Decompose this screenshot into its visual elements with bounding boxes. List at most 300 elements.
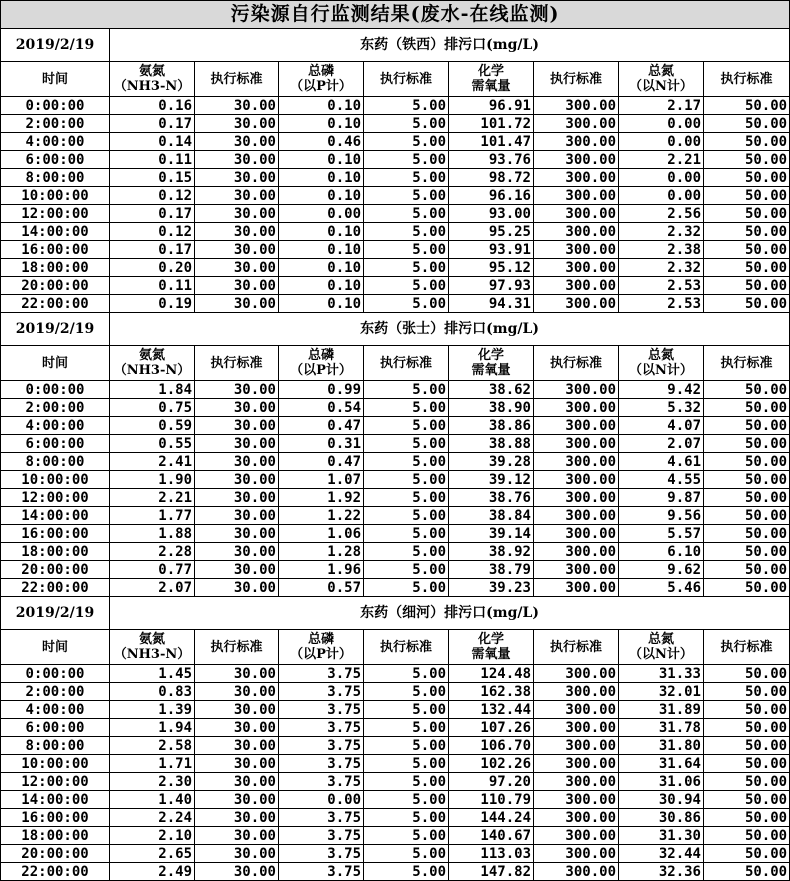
cell-std-4: 50.00 (704, 561, 790, 579)
cell-std-1: 30.00 (195, 151, 279, 169)
column-header-line-2: （以P计） (290, 363, 352, 378)
cell-cod: 162.38 (449, 683, 534, 701)
cell-tp: 0.31 (279, 435, 364, 453)
cell-std-4: 50.00 (704, 435, 790, 453)
cell-std-4: 50.00 (704, 453, 790, 471)
cell-std-2: 5.00 (364, 791, 449, 809)
cell-cod: 97.20 (449, 773, 534, 791)
report-title: 污染源自行监测结果(废水-在线监测) (1, 1, 790, 29)
cell-std-2: 5.00 (364, 169, 449, 187)
table-row (1, 827, 790, 845)
cell-std-1: 30.00 (195, 737, 279, 755)
column-header-tp (279, 346, 364, 381)
table-row (1, 133, 790, 151)
cell-std-4: 50.00 (704, 701, 790, 719)
cell-std-1: 30.00 (195, 755, 279, 773)
column-header-std-3: 执行标准 (534, 62, 619, 97)
cell-std-2: 5.00 (364, 241, 449, 259)
cell-std-1: 30.00 (195, 845, 279, 863)
cell-tn: 31.78 (619, 719, 704, 737)
cell-std-3: 300.00 (534, 205, 619, 223)
cell-std-4: 50.00 (704, 863, 790, 881)
cell-std-3: 300.00 (534, 241, 619, 259)
section-header-row (1, 597, 790, 630)
cell-tp: 1.07 (279, 471, 364, 489)
cell-tn: 2.07 (619, 435, 704, 453)
column-header-nh3 (110, 62, 195, 97)
cell-std-4: 50.00 (704, 827, 790, 845)
cell-std-3: 300.00 (534, 737, 619, 755)
cell-cod: 101.47 (449, 133, 534, 151)
column-header-time: 时间 (1, 630, 110, 665)
section-header-row (1, 29, 790, 62)
cell-std-1: 30.00 (195, 827, 279, 845)
cell-tp: 3.75 (279, 773, 364, 791)
cell-tn: 2.32 (619, 223, 704, 241)
cell-std-3: 300.00 (534, 525, 619, 543)
cell-std-2: 5.00 (364, 97, 449, 115)
cell-time: 8:00:00 (1, 737, 110, 755)
table-row (1, 187, 790, 205)
cell-nh3: 0.12 (110, 223, 195, 241)
cell-nh3: 0.55 (110, 435, 195, 453)
cell-std-3: 300.00 (534, 773, 619, 791)
cell-cod: 96.91 (449, 97, 534, 115)
cell-tp: 0.10 (279, 277, 364, 295)
cell-tn: 9.42 (619, 381, 704, 399)
cell-std-1: 30.00 (195, 295, 279, 313)
cell-std-4: 50.00 (704, 169, 790, 187)
column-header-line-2: 需氧量 (471, 363, 511, 378)
column-header-line-1: 总磷 (307, 64, 334, 79)
column-header-time: 时间 (1, 346, 110, 381)
column-header-line-2: （以P计） (290, 79, 352, 94)
cell-std-1: 30.00 (195, 543, 279, 561)
column-header-cod (449, 62, 534, 97)
cell-cod: 38.86 (449, 417, 534, 435)
cell-nh3: 2.65 (110, 845, 195, 863)
cell-std-1: 30.00 (195, 579, 279, 597)
column-header-cod (449, 630, 534, 665)
cell-std-1: 30.00 (195, 417, 279, 435)
cell-time: 22:00:00 (1, 579, 110, 597)
cell-nh3: 2.24 (110, 809, 195, 827)
cell-tp: 3.75 (279, 719, 364, 737)
cell-std-2: 5.00 (364, 471, 449, 489)
column-header-tn (619, 346, 704, 381)
cell-std-1: 30.00 (195, 701, 279, 719)
cell-tp: 3.75 (279, 809, 364, 827)
cell-time: 12:00:00 (1, 773, 110, 791)
outlet-label: 东药（细河）排污口(mg/L) (110, 597, 790, 630)
cell-std-2: 5.00 (364, 489, 449, 507)
cell-std-4: 50.00 (704, 133, 790, 151)
cell-std-4: 50.00 (704, 755, 790, 773)
table-row (1, 773, 790, 791)
cell-cod: 95.25 (449, 223, 534, 241)
cell-time: 6:00:00 (1, 435, 110, 453)
cell-time: 10:00:00 (1, 755, 110, 773)
cell-std-2: 5.00 (364, 665, 449, 683)
cell-cod: 38.84 (449, 507, 534, 525)
cell-std-2: 5.00 (364, 683, 449, 701)
cell-std-1: 30.00 (195, 791, 279, 809)
cell-std-3: 300.00 (534, 701, 619, 719)
cell-cod: 38.79 (449, 561, 534, 579)
column-header-std-4: 执行标准 (704, 346, 790, 381)
cell-std-4: 50.00 (704, 719, 790, 737)
column-header-std-2: 执行标准 (364, 62, 449, 97)
cell-std-3: 300.00 (534, 133, 619, 151)
cell-nh3: 1.90 (110, 471, 195, 489)
table-row (1, 489, 790, 507)
column-header-line-1: 化学 (477, 348, 504, 363)
table-row (1, 435, 790, 453)
cell-std-1: 30.00 (195, 507, 279, 525)
section-header-row (1, 313, 790, 346)
cell-std-1: 30.00 (195, 133, 279, 151)
column-header-line-2: （以N计） (629, 363, 693, 378)
column-header-std-1: 执行标准 (195, 630, 279, 665)
cell-nh3: 1.77 (110, 507, 195, 525)
cell-tp: 3.75 (279, 701, 364, 719)
cell-std-1: 30.00 (195, 471, 279, 489)
cell-tn: 4.55 (619, 471, 704, 489)
cell-std-2: 5.00 (364, 259, 449, 277)
cell-tn: 30.94 (619, 791, 704, 809)
cell-std-1: 30.00 (195, 381, 279, 399)
cell-std-1: 30.00 (195, 525, 279, 543)
column-header-line-1: 氨氮 (138, 64, 165, 79)
cell-std-1: 30.00 (195, 683, 279, 701)
cell-std-2: 5.00 (364, 755, 449, 773)
cell-cod: 101.72 (449, 115, 534, 133)
cell-cod: 144.24 (449, 809, 534, 827)
column-header-line-2: 需氧量 (471, 647, 511, 662)
cell-tn: 5.32 (619, 399, 704, 417)
column-header-std-1: 执行标准 (195, 346, 279, 381)
table-row (1, 579, 790, 597)
column-header-line-1: 化学 (477, 64, 504, 79)
cell-std-1: 30.00 (195, 259, 279, 277)
cell-nh3: 2.58 (110, 737, 195, 755)
column-header-line-2: （以P计） (290, 647, 352, 662)
cell-std-4: 50.00 (704, 97, 790, 115)
cell-std-3: 300.00 (534, 827, 619, 845)
column-header-line-2: （NH3-N） (113, 79, 191, 94)
cell-tn: 0.00 (619, 133, 704, 151)
cell-std-3: 300.00 (534, 845, 619, 863)
cell-std-3: 300.00 (534, 543, 619, 561)
cell-time: 8:00:00 (1, 453, 110, 471)
cell-tp: 0.54 (279, 399, 364, 417)
cell-nh3: 0.14 (110, 133, 195, 151)
table-row (1, 665, 790, 683)
cell-std-3: 300.00 (534, 579, 619, 597)
cell-std-3: 300.00 (534, 115, 619, 133)
cell-nh3: 0.20 (110, 259, 195, 277)
table-row (1, 701, 790, 719)
column-header-line-1: 化学 (477, 632, 504, 647)
cell-std-2: 5.00 (364, 277, 449, 295)
cell-cod: 113.03 (449, 845, 534, 863)
cell-time: 0:00:00 (1, 381, 110, 399)
cell-std-2: 5.00 (364, 863, 449, 881)
cell-tp: 3.75 (279, 845, 364, 863)
cell-cod: 107.26 (449, 719, 534, 737)
table-row (1, 863, 790, 881)
cell-nh3: 0.15 (110, 169, 195, 187)
cell-std-3: 300.00 (534, 683, 619, 701)
cell-time: 6:00:00 (1, 151, 110, 169)
table-row (1, 755, 790, 773)
cell-std-2: 5.00 (364, 719, 449, 737)
table-row (1, 453, 790, 471)
cell-std-1: 30.00 (195, 169, 279, 187)
cell-std-2: 5.00 (364, 187, 449, 205)
cell-cod: 94.31 (449, 295, 534, 313)
cell-std-4: 50.00 (704, 417, 790, 435)
cell-nh3: 2.30 (110, 773, 195, 791)
column-header-std-2: 执行标准 (364, 346, 449, 381)
cell-std-1: 30.00 (195, 665, 279, 683)
cell-std-1: 30.00 (195, 241, 279, 259)
cell-std-4: 50.00 (704, 381, 790, 399)
cell-std-3: 300.00 (534, 97, 619, 115)
cell-std-2: 5.00 (364, 525, 449, 543)
cell-tp: 1.28 (279, 543, 364, 561)
cell-std-1: 30.00 (195, 489, 279, 507)
cell-tn: 9.87 (619, 489, 704, 507)
cell-time: 4:00:00 (1, 133, 110, 151)
column-header-tp (279, 630, 364, 665)
cell-nh3: 0.11 (110, 151, 195, 169)
cell-std-2: 5.00 (364, 579, 449, 597)
cell-time: 10:00:00 (1, 187, 110, 205)
cell-tn: 31.89 (619, 701, 704, 719)
column-header-nh3 (110, 346, 195, 381)
cell-time: 2:00:00 (1, 115, 110, 133)
cell-std-4: 50.00 (704, 471, 790, 489)
cell-std-2: 5.00 (364, 417, 449, 435)
cell-time: 20:00:00 (1, 277, 110, 295)
column-header-line-2: 需氧量 (471, 79, 511, 94)
cell-nh3: 1.94 (110, 719, 195, 737)
cell-nh3: 1.84 (110, 381, 195, 399)
cell-std-2: 5.00 (364, 773, 449, 791)
cell-tn: 9.62 (619, 561, 704, 579)
cell-tp: 0.10 (279, 115, 364, 133)
cell-std-4: 50.00 (704, 277, 790, 295)
cell-tn: 31.33 (619, 665, 704, 683)
cell-cod: 38.90 (449, 399, 534, 417)
cell-time: 2:00:00 (1, 399, 110, 417)
cell-std-3: 300.00 (534, 417, 619, 435)
cell-time: 18:00:00 (1, 543, 110, 561)
column-header-line-1: 氨氮 (138, 632, 165, 647)
column-header-nh3 (110, 630, 195, 665)
cell-nh3: 0.11 (110, 277, 195, 295)
cell-std-1: 30.00 (195, 115, 279, 133)
cell-std-1: 30.00 (195, 187, 279, 205)
cell-tp: 1.22 (279, 507, 364, 525)
cell-tn: 5.57 (619, 525, 704, 543)
column-header-std-3: 执行标准 (534, 630, 619, 665)
cell-time: 20:00:00 (1, 845, 110, 863)
cell-std-2: 5.00 (364, 543, 449, 561)
cell-tn: 32.01 (619, 683, 704, 701)
table-row (1, 543, 790, 561)
cell-std-4: 50.00 (704, 399, 790, 417)
cell-time: 22:00:00 (1, 295, 110, 313)
cell-std-1: 30.00 (195, 223, 279, 241)
cell-tp: 0.10 (279, 259, 364, 277)
cell-cod: 96.16 (449, 187, 534, 205)
cell-tp: 0.10 (279, 169, 364, 187)
cell-std-3: 300.00 (534, 471, 619, 489)
column-header-row (1, 346, 790, 381)
column-header-line-1: 总氮 (647, 348, 674, 363)
cell-time: 4:00:00 (1, 701, 110, 719)
table-row (1, 151, 790, 169)
cell-cod: 124.48 (449, 665, 534, 683)
cell-std-3: 300.00 (534, 489, 619, 507)
cell-time: 20:00:00 (1, 561, 110, 579)
cell-std-3: 300.00 (534, 453, 619, 471)
table-row (1, 223, 790, 241)
cell-std-4: 50.00 (704, 665, 790, 683)
cell-std-3: 300.00 (534, 561, 619, 579)
table-row (1, 417, 790, 435)
cell-cod: 39.14 (449, 525, 534, 543)
cell-time: 2:00:00 (1, 683, 110, 701)
column-header-line-1: 总氮 (647, 632, 674, 647)
cell-std-1: 30.00 (195, 399, 279, 417)
cell-tn: 30.86 (619, 809, 704, 827)
title-row (1, 1, 790, 29)
cell-std-3: 300.00 (534, 809, 619, 827)
cell-nh3: 2.28 (110, 543, 195, 561)
table-row (1, 845, 790, 863)
cell-std-2: 5.00 (364, 737, 449, 755)
cell-time: 16:00:00 (1, 241, 110, 259)
cell-time: 16:00:00 (1, 809, 110, 827)
cell-tn: 6.10 (619, 543, 704, 561)
cell-std-4: 50.00 (704, 295, 790, 313)
table-row (1, 791, 790, 809)
cell-nh3: 0.17 (110, 241, 195, 259)
cell-tp: 0.10 (279, 241, 364, 259)
table-row (1, 471, 790, 489)
cell-cod: 39.23 (449, 579, 534, 597)
outlet-label: 东药（铁西）排污口(mg/L) (110, 29, 790, 62)
column-header-time: 时间 (1, 62, 110, 97)
cell-tp: 1.96 (279, 561, 364, 579)
cell-std-1: 30.00 (195, 205, 279, 223)
cell-std-1: 30.00 (195, 719, 279, 737)
cell-tp: 0.10 (279, 151, 364, 169)
cell-tp: 0.00 (279, 791, 364, 809)
cell-cod: 38.92 (449, 543, 534, 561)
cell-std-3: 300.00 (534, 507, 619, 525)
cell-time: 6:00:00 (1, 719, 110, 737)
cell-tp: 0.10 (279, 223, 364, 241)
cell-time: 4:00:00 (1, 417, 110, 435)
cell-std-4: 50.00 (704, 683, 790, 701)
cell-tp: 0.99 (279, 381, 364, 399)
cell-std-4: 50.00 (704, 773, 790, 791)
column-header-tp (279, 62, 364, 97)
table-row (1, 169, 790, 187)
cell-cod: 98.72 (449, 169, 534, 187)
cell-nh3: 0.83 (110, 683, 195, 701)
cell-tp: 0.47 (279, 417, 364, 435)
cell-time: 14:00:00 (1, 223, 110, 241)
cell-std-4: 50.00 (704, 579, 790, 597)
table-row (1, 381, 790, 399)
column-header-tn (619, 62, 704, 97)
column-header-line-1: 总磷 (307, 632, 334, 647)
cell-tn: 4.61 (619, 453, 704, 471)
cell-time: 18:00:00 (1, 827, 110, 845)
cell-nh3: 1.45 (110, 665, 195, 683)
cell-cod: 147.82 (449, 863, 534, 881)
table-row (1, 295, 790, 313)
cell-tn: 2.38 (619, 241, 704, 259)
cell-std-3: 300.00 (534, 381, 619, 399)
cell-std-2: 5.00 (364, 151, 449, 169)
cell-nh3: 1.40 (110, 791, 195, 809)
cell-tn: 31.80 (619, 737, 704, 755)
cell-cod: 38.62 (449, 381, 534, 399)
cell-std-2: 5.00 (364, 205, 449, 223)
cell-std-1: 30.00 (195, 863, 279, 881)
cell-tn: 2.21 (619, 151, 704, 169)
cell-cod: 93.76 (449, 151, 534, 169)
cell-std-2: 5.00 (364, 381, 449, 399)
cell-std-2: 5.00 (364, 701, 449, 719)
cell-std-4: 50.00 (704, 205, 790, 223)
cell-tp: 0.46 (279, 133, 364, 151)
cell-std-3: 300.00 (534, 151, 619, 169)
cell-std-2: 5.00 (364, 295, 449, 313)
column-header-row (1, 62, 790, 97)
cell-time: 8:00:00 (1, 169, 110, 187)
table-row (1, 259, 790, 277)
cell-tn: 2.53 (619, 295, 704, 313)
cell-cod: 97.93 (449, 277, 534, 295)
cell-std-3: 300.00 (534, 791, 619, 809)
column-header-cod (449, 346, 534, 381)
table-row (1, 525, 790, 543)
cell-nh3: 0.75 (110, 399, 195, 417)
cell-tn: 2.56 (619, 205, 704, 223)
cell-tn: 32.36 (619, 863, 704, 881)
column-header-line-1: 总氮 (647, 64, 674, 79)
table-row (1, 399, 790, 417)
cell-nh3: 0.16 (110, 97, 195, 115)
cell-tn: 0.00 (619, 115, 704, 133)
cell-std-4: 50.00 (704, 223, 790, 241)
cell-std-3: 300.00 (534, 223, 619, 241)
cell-nh3: 2.10 (110, 827, 195, 845)
cell-nh3: 1.71 (110, 755, 195, 773)
cell-std-4: 50.00 (704, 809, 790, 827)
cell-std-2: 5.00 (364, 399, 449, 417)
table-body (1, 1, 790, 881)
cell-cod: 95.12 (449, 259, 534, 277)
cell-std-4: 50.00 (704, 507, 790, 525)
